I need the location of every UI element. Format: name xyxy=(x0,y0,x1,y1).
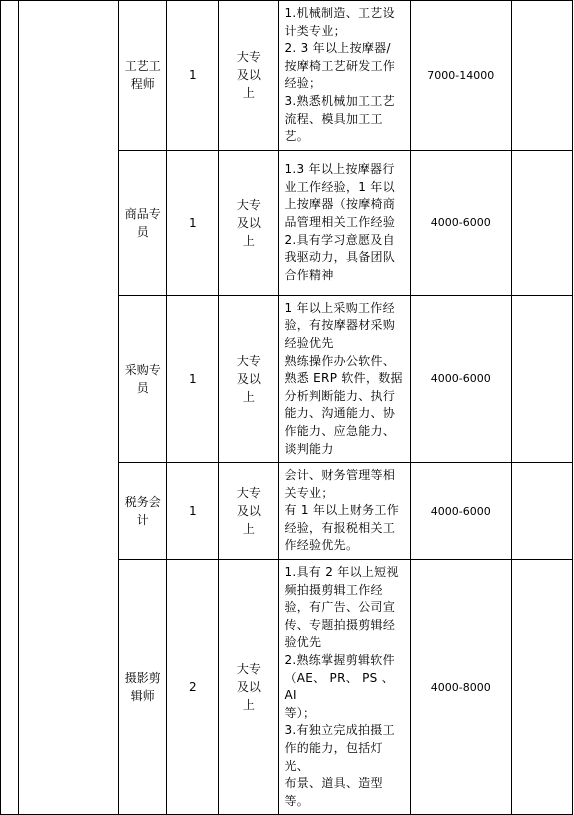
table-row xyxy=(1,1,573,151)
requirement-line: 业工作经验，1 年以 xyxy=(284,179,395,194)
education-text: 大专及以上 xyxy=(236,197,261,248)
requirement-line: 按摩椅工艺研发工作 xyxy=(284,58,396,73)
requirement-line: 经验； xyxy=(284,76,322,91)
requirement-line: 流程、模具加工工艺。 xyxy=(284,111,383,144)
salary-range: 4000-6000 xyxy=(410,463,511,560)
requirement-line: 2.熟练掌握剪辑软件 xyxy=(284,653,395,668)
requirement-line: 关专业； xyxy=(284,485,334,500)
requirement-line: 谈判能力 xyxy=(284,441,334,456)
requirement-line: 频拍摄剪辑工作经 xyxy=(284,582,383,597)
position-title xyxy=(119,560,167,815)
requirement-line: 计类专业； xyxy=(284,23,346,38)
requirement-line: 1.3 年以上按摩器行 xyxy=(284,162,395,177)
requirement-line: 验，有按摩器材采购 xyxy=(284,318,396,333)
salary-range: 7000-14000 xyxy=(410,1,511,151)
headcount: 2 xyxy=(167,560,219,815)
education-text: 大专及以上 xyxy=(236,662,261,713)
blank-cell xyxy=(511,463,572,560)
requirement-line: 传、专题拍摄剪辑经 xyxy=(284,617,396,632)
requirement-line: （AE、 PR、 PS 、AI xyxy=(284,670,395,703)
job-requirements xyxy=(279,560,410,815)
job-requirements xyxy=(279,150,410,295)
blank-cell xyxy=(511,150,572,295)
education-text: 大专及以上 xyxy=(236,353,261,404)
requirement-line: 我驱动力，具备团队 xyxy=(284,250,396,265)
position-title xyxy=(119,1,167,151)
position-title-text: 工艺工程师 xyxy=(124,59,161,92)
headcount: 1 xyxy=(167,295,219,462)
requirement-line: 熟悉 ERP 软件，数据 xyxy=(284,371,403,386)
education-requirement xyxy=(219,1,279,151)
requirement-line: 作经验优先。 xyxy=(284,538,359,553)
requirement-line: 验优先 xyxy=(284,635,322,650)
salary-range: 4000-6000 xyxy=(410,295,511,462)
education-requirement xyxy=(219,560,279,815)
blank-cell xyxy=(511,295,572,462)
requirement-line: 2.具有学习意愿及自 xyxy=(284,232,395,247)
education-requirement xyxy=(219,463,279,560)
requirement-line: 1.具有 2 年以上短视 xyxy=(284,565,399,580)
requirement-line: 布景、道具、造型等。 xyxy=(284,776,383,808)
blank-cell xyxy=(511,1,572,151)
education-requirement xyxy=(219,150,279,295)
requirement-line: 1.机械制造、工艺设 xyxy=(284,6,395,20)
requirement-line: 熟练操作办公软件、 xyxy=(284,353,396,368)
requirement-line: 分析判断能力、执行 xyxy=(284,388,396,403)
job-requirements xyxy=(279,463,410,560)
salary-range: 4000-8000 xyxy=(410,560,511,815)
requirement-line: 3.有独立完成拍摄工 xyxy=(284,723,395,738)
requirement-line: 作的能力，包括灯光、 xyxy=(284,741,383,773)
requirement-line: 能力、沟通能力、协 xyxy=(284,406,396,421)
salary-range: 4000-6000 xyxy=(410,150,511,295)
job-requirements xyxy=(279,1,410,151)
headcount: 1 xyxy=(167,463,219,560)
blank-margin-cell xyxy=(1,1,19,815)
headcount: 1 xyxy=(167,1,219,151)
requirement-line: 验，有广告、公司宣 xyxy=(284,600,396,615)
blank-cell xyxy=(511,560,572,815)
position-title xyxy=(119,463,167,560)
requirement-line: 3.熟悉机械加工工艺 xyxy=(284,93,395,108)
requirement-line: 上按摩器（按摩椅商 xyxy=(284,197,396,212)
position-title-text: 采购专员 xyxy=(124,362,161,395)
requirement-line: 2. 3 年以上按摩器/ xyxy=(284,41,391,56)
position-title-text: 商品专员 xyxy=(124,206,161,239)
job-requirements xyxy=(279,295,410,462)
education-requirement xyxy=(219,295,279,462)
requirement-line: 等）； xyxy=(284,705,316,720)
requirement-line: 合作精神 xyxy=(284,267,334,282)
position-title xyxy=(119,150,167,295)
requirement-line: 品管理相关工作经验 xyxy=(284,214,396,229)
position-title-text: 税务会计 xyxy=(124,495,161,528)
requirement-line: 经验，有报税相关工 xyxy=(284,520,396,535)
requirement-line: 经验优先 xyxy=(284,335,334,350)
position-title-text: 摄影剪辑师 xyxy=(124,671,161,704)
requirement-line: 作能力、应急能力、 xyxy=(284,423,396,438)
education-text: 大专及以上 xyxy=(236,486,261,537)
position-title xyxy=(119,295,167,462)
education-text: 大专及以上 xyxy=(236,50,261,101)
requirement-line: 1 年以上采购工作经 xyxy=(284,300,395,315)
blank-margin-cell xyxy=(19,1,119,815)
headcount: 1 xyxy=(167,150,219,295)
requirement-line: 有 1 年以上财务工作 xyxy=(284,503,400,518)
requirement-line: 会计、财务管理等相 xyxy=(284,468,396,483)
